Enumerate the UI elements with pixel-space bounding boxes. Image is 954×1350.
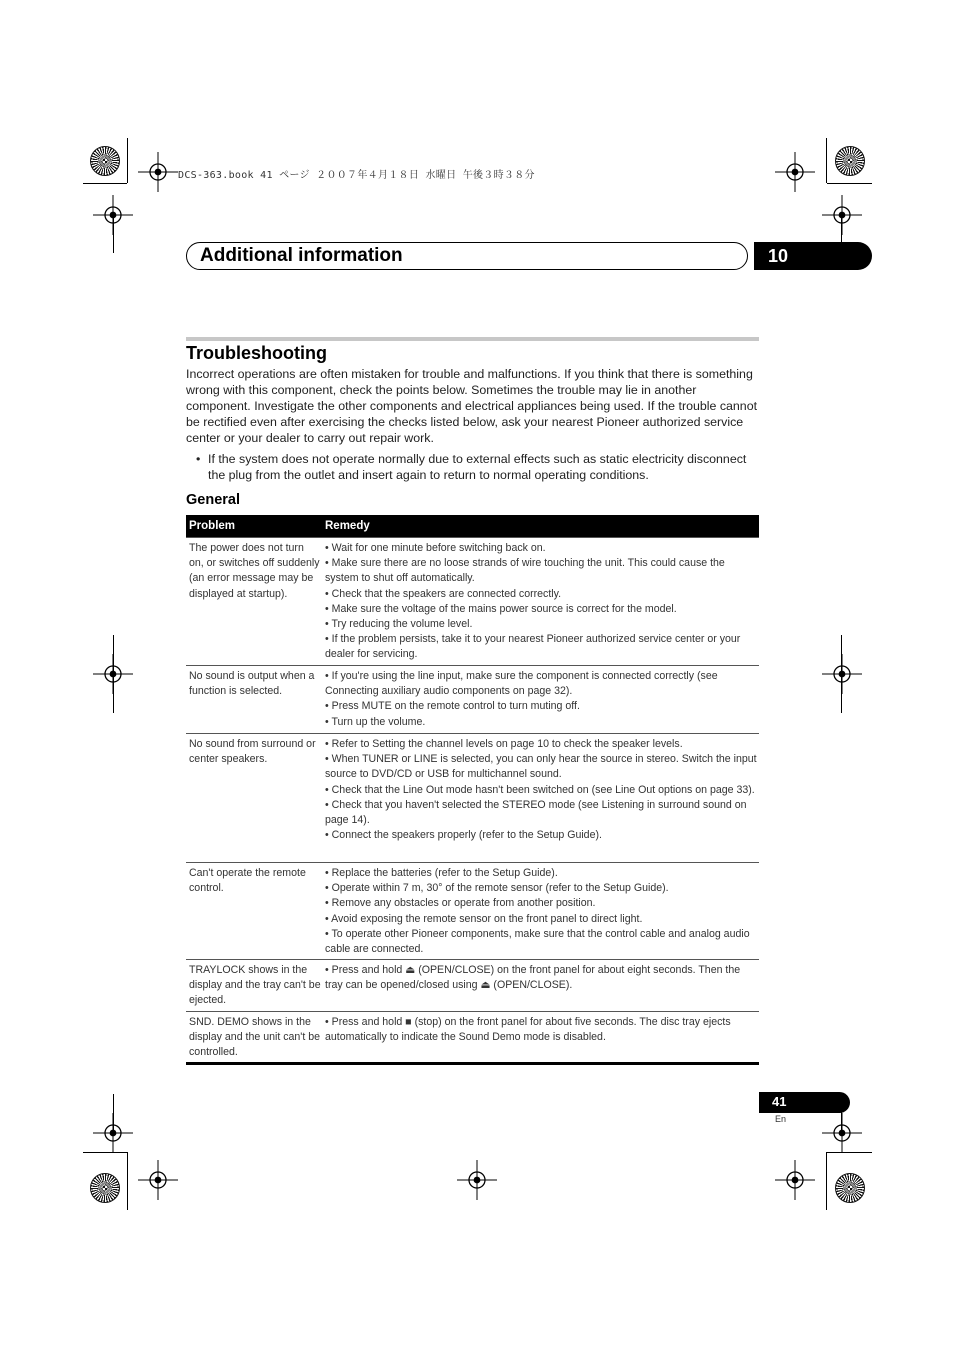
problem-cell: Can't operate the remote control. [189,867,306,895]
registration-mark-icon [822,1113,862,1153]
color-bar-icon [90,1173,120,1203]
remedy-item: • To operate other Pioneer components, make sure that the control cable and analog audio cable are connected. [325,927,750,956]
problem-cell: No sound from surround or center speakers. [189,738,316,766]
intro-paragraph: Incorrect operations are often mistaken for trouble and malfunctions. If you think that there is something wrong with this component, check the points below. Sometimes the trouble may lie in another component. Investigate the other components and electrical appliances being used. If the trouble cannot be rectified even after exercising the checks listed below, ask your nearest Pioneer authorized service center or your dealer to carry out repair work. [186,367,758,445]
remedy-item: • Turn up the volume. [325,715,426,728]
page-language: En [775,1114,787,1124]
registration-mark-icon [822,654,862,694]
problem-cell: No sound is output when a function is selected. [189,670,315,698]
color-bar-icon [835,146,865,176]
bullet-dot-icon: • [196,452,201,466]
crop-line [113,1094,114,1134]
table-row [186,537,759,665]
problem-cell: The power does not turn on, or switches off suddenly (an error message may be displayed at startup). [189,542,320,600]
page-number: 41 [772,1094,787,1109]
crop-line [127,1152,128,1210]
remedy-item: • Connect the speakers properly (refer to the Setup Guide). [325,829,602,842]
remedy-item: • Avoid exposing the remote sensor on the front panel to direct light. [325,912,643,925]
crop-line [127,138,128,183]
table-row [186,1011,759,1062]
remedy-item: • Wait for one minute before switching back on. [325,542,546,554]
problem-cell: SND. DEMO shows in the display and the unit can't be controlled. [189,1016,321,1059]
registration-mark-icon [457,1160,497,1200]
registration-mark-icon [775,152,815,192]
note-bullet [196,451,762,483]
remedy-item: • Check that the Line Out mode hasn't been switched on (see Line Out options on page 33). [325,783,755,796]
remedy-cell [325,1015,757,1045]
remedy-item: • Press MUTE on the remote control to turn muting off. [325,700,580,713]
remedy-item: • Remove any obstacles or operate from another position. [325,897,596,910]
section-rule [186,337,759,341]
remedy-cell [325,669,757,730]
registration-mark-icon [822,195,862,235]
color-bar-icon [835,1173,865,1203]
remedy-item: • Check that you haven't selected the STEREO mode (see Listening in surround sound on page 14). [325,798,747,827]
remedy-item: • Make sure there are no loose strands of wire touching the unit. This could cause the system to shut off automatically. [325,557,725,585]
remedy-item: • When TUNER or LINE is selected, you can only hear the source in stereo. Switch the input source to DVD/CD or USB for multichannel sound. [325,753,757,781]
remedy-cell [325,737,757,843]
remedy-item: • If you're using the line input, make sure the component is connected correctly (see Connecting auxiliary audio components on page 32). [325,670,718,698]
remedy-item: • Replace the batteries (refer to the Setup Guide). [325,867,558,879]
remedy-cell [325,866,757,957]
crop-line [113,213,114,253]
remedy-item: • Operate within 7 m, 30° of the remote sensor (refer to the Setup Guide). [325,882,669,895]
table-row [186,862,759,959]
remedy-item: • Refer to Setting the channel levels on page 10 to check the speaker levels. [325,738,683,750]
subsection-title: General [186,492,240,508]
registration-mark-icon [138,1160,178,1200]
table-row [186,733,759,862]
color-bar-icon [90,146,120,176]
remedy-item: • Make sure the voltage of the mains power source is correct for the model. [325,602,677,615]
remedy-item: • Press and hold ⏏ (OPEN/CLOSE) on the front panel for about eight seconds. Then the tray can be opened/closed using ⏏ (OPEN/CLOSE). [325,964,741,992]
remedy-cell [325,541,757,663]
print-header: DCS-363.book 41 ページ ２００７年４月１８日 水曜日 午後３時３８分 [178,170,535,181]
crop-line [826,138,827,183]
problem-cell: TRAYLOCK shows in the display and the tray can't be ejected. [189,964,321,1007]
crop-line [827,1152,872,1153]
registration-mark-icon [138,152,178,192]
troubleshooting-table [186,515,759,1059]
note-bullet-text: If the system does not operate normally due to external effects such as static electricity disconnect the plug from the outlet and insert again to return to normal operating conditions. [208,452,747,482]
table-row [186,665,759,733]
table-header [186,515,759,537]
remedy-item: • Try reducing the volume level. [325,618,473,631]
table-row [186,959,759,1011]
remedy-item: • Check that the speakers are connected correctly. [325,587,562,600]
header-problem: Problem [189,520,236,532]
table-bottom-rule [186,1062,759,1065]
registration-mark-icon [775,1160,815,1200]
crop-line [83,183,127,184]
remedy-item: • Press and hold ■ (stop) on the front panel for about five seconds. The disc tray ejects automatically to indicate the Sound Demo mode is disabled. [325,1016,731,1044]
remedy-item: • If the problem persists, take it to your nearest Pioneer authorized service center or your dealer for servicing. [325,633,741,661]
crop-line [827,183,872,184]
remedy-cell [325,963,757,993]
crop-line [113,635,114,713]
chapter-title: Additional information [200,245,403,266]
chapter-number: 10 [768,246,789,266]
section-title: Troubleshooting [186,343,327,363]
crop-line [826,1152,827,1210]
header-remedy: Remedy [325,520,370,532]
crop-line [83,1152,127,1153]
crop-line [841,635,842,713]
